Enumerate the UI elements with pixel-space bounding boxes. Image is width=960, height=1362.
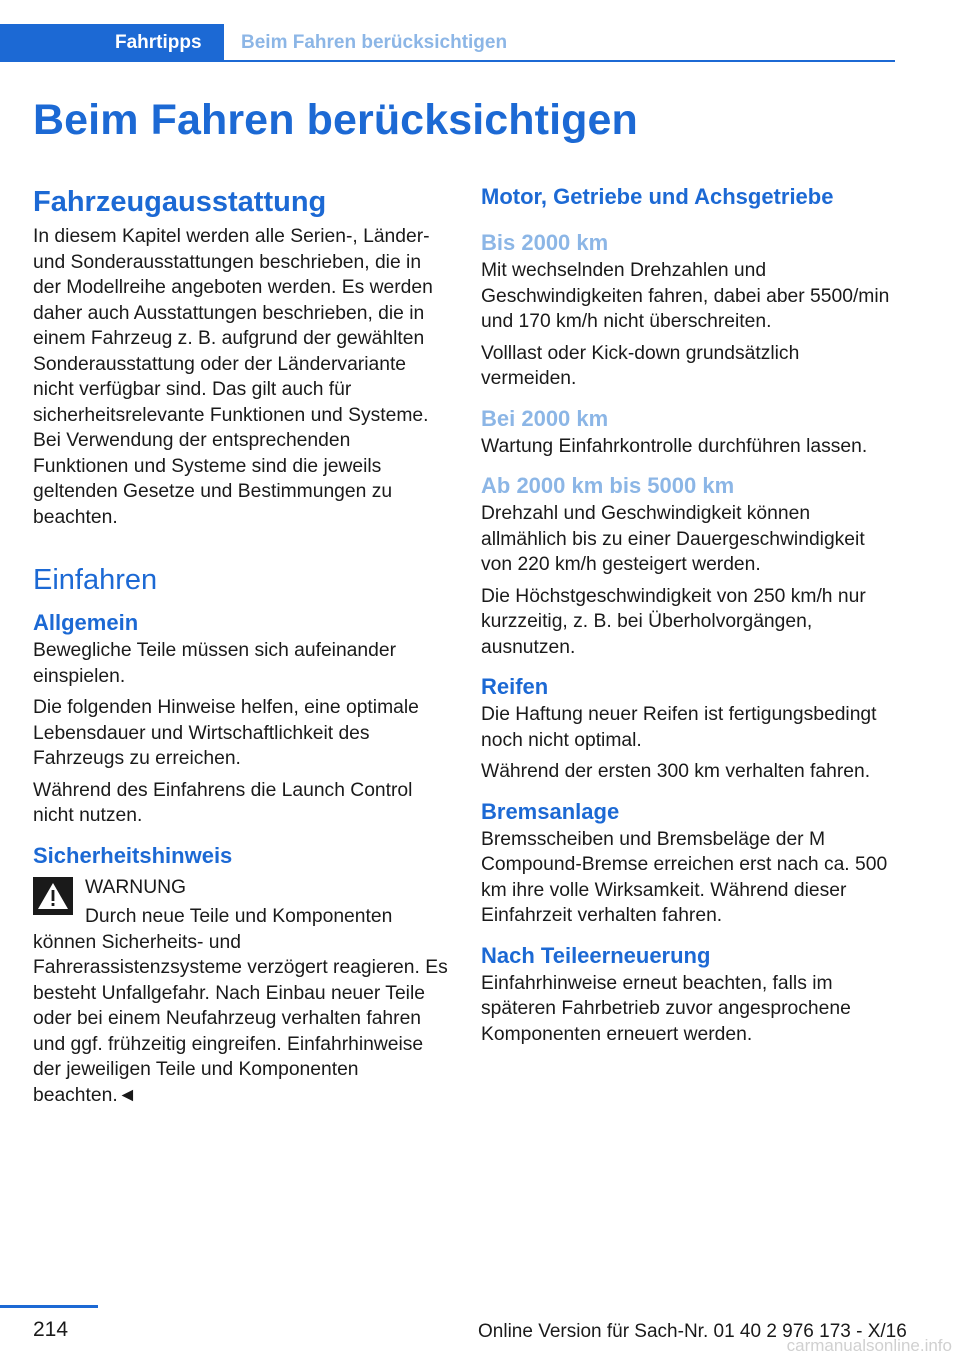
watermark: carmanualsonline.info [786,1336,952,1355]
heading-einfahren: Einfahren [33,564,158,596]
heading-ab-2000-km: Ab 2000 km bis 5000 km [481,473,735,498]
allgemein-paragraph-3: Während des Einfahrens die Launch Control nicht nutzen. [33,779,413,826]
bremsanlage-paragraph-1: Bremsscheiben und Bremsbeläge der M Compound-Bremse erreichen erst nach ca. 500 km ihre volle Wirksamkeit. Während dieser Einfahrzeit verhalten fahren. [481,828,888,926]
footer-accent-line [0,1305,98,1308]
reifen-paragraph-1: Die Haftung neuer Reifen ist fertigungsbedingt noch nicht optimal. [481,704,877,751]
heading-nach-teileerneuerung: Nach Teileerneuerung [481,942,711,968]
warning-text: Durch neue Teile und Komponenten können Sicherheits- und Fahrerassistenzsysteme verzögert reagieren. Es besteht Unfallgefahr. Nach Einbau neuer Teile oder bei einem Neufahrzeug verhalten fahren und ggf. frühzeitig eingreifen. Einfahrhinweise der jeweiligen Teile und Komponenten beachten.◄ [33,906,448,1106]
bis-2000-paragraph-1: Mit wechselnden Drehzahlen und Geschwindigkeiten fahren, dabei aber 5500/min und 170 km/h nicht überschreiten. [481,260,890,332]
allgemein-paragraph-1: Bewegliche Teile müssen sich aufeinander einspielen. [33,640,396,687]
breadcrumb[interactable]: Beim Fahren berücksichtigen [241,32,508,53]
heading-bis-2000-km: Bis 2000 km [481,230,609,255]
heading-bremsanlage: Bremsanlage [481,798,620,824]
allgemein-paragraph-2: Die folgenden Hinweise helfen, eine optimale Lebensdauer und Wirtschaftlichkeit des Fahrzeugs zu erreichen. [33,697,419,769]
footer-version-text: Online Version für Sach-Nr. 01 40 2 976 173 - X/16 [478,1321,907,1342]
warning-block [33,875,451,1109]
left-column [33,180,451,1114]
right-column [481,180,899,1053]
warning-label: WARNUNG [85,876,187,898]
teileerneuerung-paragraph-1: Einfahrhinweise erneut beachten, falls im späteren Fahrbetrieb zuvor angesprochene Komponenten erneuert werden. [481,972,851,1045]
header-bar [0,24,895,62]
heading-reifen: Reifen [481,674,549,699]
heading-motor-getriebe: Motor, Getriebe und Achsgetriebe [481,184,834,209]
heading-allgemein: Allgemein [33,610,139,635]
ab-2000-paragraph-1: Drehzahl und Geschwindigkeit können allmählich bis zu einer Dauergeschwindigkeit von 220 km/h gesteigert werden. [481,503,865,575]
reifen-paragraph-2: Während der ersten 300 km verhalten fahren. [481,761,871,782]
warning-triangle-icon [33,877,73,915]
heading-sicherheitshinweis: Sicherheitshinweis [33,842,233,868]
heading-bei-2000-km: Bei 2000 km [481,405,609,431]
bei-2000-paragraph-1: Wartung Einfahrkontrolle durchführen lassen. [481,435,868,457]
bis-2000-paragraph-2: Volllast oder Kick-down grundsätzlich vermeiden. [481,342,800,389]
fahrzeugausstattung-text: In diesem Kapitel werden alle Serien-, Länder- und Sonderausstattungen beschrieben, die in der Modellreihe angeboten werden. Es werden daher auch Ausstattungen beschrieben, die in einem Fahrzeug z. B. aufgrund der gewählten Sonderausstattung oder der Ländervariante nicht verfügbar sind. Das gilt auch für sicherheitsrelevante Funktionen und Systeme. Bei Verwendung der entsprechenden Funktionen und Systeme sind die jeweils geltenden Gesetze und Bestimmungen zu beachten. [33,226,433,528]
chapter-tab[interactable]: Fahrtipps [0,24,224,62]
page-title: Beim Fahren berücksichtigen [33,96,638,144]
ab-2000-paragraph-2: Die Höchstgeschwindigkeit von 250 km/h nur kurzzeitig, z. B. bei Überholvorgängen, ausnutzen. [481,585,866,658]
page-number: 214 [33,1318,69,1341]
heading-fahrzeugausstattung: Fahrzeugausstattung [33,186,327,218]
